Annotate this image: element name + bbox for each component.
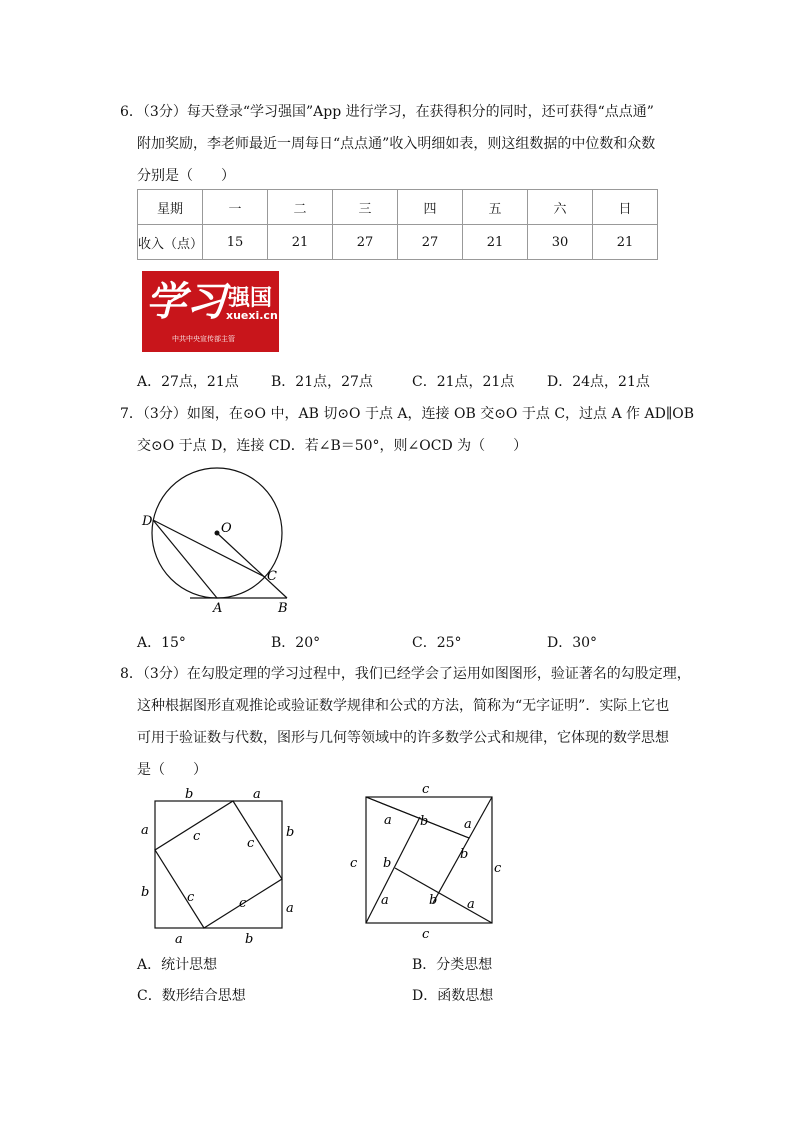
label-b: b: [141, 885, 150, 900]
table-cell: 21: [268, 225, 333, 260]
table-cell: 一: [203, 190, 268, 225]
table-row: [138, 190, 658, 225]
triangle-edge: [366, 817, 420, 923]
logo-url-text: xuexi.cn: [226, 309, 278, 322]
label-a: a: [464, 817, 472, 832]
line-cd: [153, 520, 265, 577]
option-a: A．统计思想: [137, 957, 218, 973]
xuexi-qiangguo-logo: [142, 271, 279, 352]
pythagoras-figure-left: [135, 785, 305, 950]
option-d: D．24点，21点: [547, 374, 650, 390]
label-b: b: [185, 787, 194, 802]
option-a: A．27点，21点: [137, 374, 239, 390]
label-b: b: [420, 814, 429, 829]
q6-stem-line3: 分别是（ ）: [137, 168, 235, 184]
label-b: b: [429, 893, 438, 908]
table-cell: 星期: [138, 190, 203, 225]
option-c: C．数形结合思想: [137, 988, 246, 1004]
center-point: [215, 531, 220, 536]
option-d: D．函数思想: [412, 988, 494, 1004]
q6-stem-line1: 6．（3分）每天登录“学习强国”App 进行学习，在获得积分的同时，还可获得“点点通”: [120, 104, 654, 120]
label-c: C: [267, 569, 277, 584]
label-a: a: [286, 901, 294, 916]
table-cell: 二: [268, 190, 333, 225]
q7-stem-line1: 7．（3分）如图，在⊙O 中，AB 切⊙O 于点 A，连接 OB 交⊙O 于点 C，过点 A 作 AD∥OB: [120, 406, 695, 422]
label-b: b: [286, 825, 295, 840]
label-a: a: [384, 813, 392, 828]
option-b: B．21点，27点: [271, 374, 373, 390]
label-a: a: [175, 932, 183, 947]
q8-stem-line4: 是（ ）: [137, 762, 207, 778]
q8-stem-line3: 可用于验证数与代数，图形与几何等领域中的许多数学公式和规律，它体现的数学思想: [137, 730, 669, 746]
label-c: c: [494, 861, 502, 876]
triangle-edge: [395, 868, 492, 923]
table-cell: 21: [593, 225, 658, 260]
table-cell: 六: [528, 190, 593, 225]
q8-stem-line1: 8．（3分）在勾股定理的学习过程中，我们已经学会了运用如图图形，验证著名的勾股定理，: [120, 666, 691, 682]
option-c: C．21点，21点: [412, 374, 515, 390]
label-c: c: [247, 836, 255, 851]
table-cell: 四: [398, 190, 463, 225]
table-cell: 五: [463, 190, 528, 225]
label-b: B: [278, 601, 288, 616]
q6-stem-line2: 附加奖励，李老师最近一周每日“点点通”收入明细如表，则这组数据的中位数和众数: [137, 136, 656, 152]
line-ad: [153, 520, 217, 598]
table-cell: 21: [463, 225, 528, 260]
table-row: [138, 225, 658, 260]
inner-square: [155, 801, 282, 928]
option-d: D．30°: [547, 635, 598, 651]
label-a: a: [381, 893, 389, 908]
table-cell: 27: [333, 225, 398, 260]
label-a: a: [253, 787, 261, 802]
option-b: B．分类思想: [412, 957, 493, 973]
circle-tangent-figure: [130, 460, 300, 620]
table-cell: 30: [528, 225, 593, 260]
label-a: a: [141, 823, 149, 838]
logo-sub-text: 中共中央宣传部主管: [172, 335, 235, 343]
label-c: c: [422, 782, 430, 797]
table-cell: 15: [203, 225, 268, 260]
label-c: c: [422, 927, 430, 942]
income-table: [137, 189, 658, 260]
table-cell: 日: [593, 190, 658, 225]
label-c: c: [193, 829, 201, 844]
logo-brand-text: 强国: [228, 285, 273, 311]
table-cell: 收入（点）: [138, 225, 203, 260]
option-b: B．20°: [271, 635, 321, 651]
pythagoras-figure-right: [340, 780, 510, 945]
label-b: b: [245, 932, 254, 947]
option-c: C．25°: [412, 635, 462, 651]
triangle-edge: [366, 797, 469, 838]
logo-main-text: 学习: [146, 278, 226, 325]
label-c: c: [239, 896, 247, 911]
table-cell: 27: [398, 225, 463, 260]
label-d: D: [142, 514, 153, 529]
label-a: A: [213, 601, 223, 616]
q8-stem-line2: 这种根据图形直观推论或验证数学规律和公式的方法，简称为“无字证明”．实际上它也: [137, 698, 670, 714]
label-a: a: [467, 897, 475, 912]
label-c: c: [350, 856, 358, 871]
outer-square: [155, 801, 282, 928]
label-o: O: [221, 521, 232, 536]
label-c: c: [187, 890, 195, 905]
option-a: A．15°: [137, 635, 186, 651]
table-cell: 三: [333, 190, 398, 225]
q7-stem-line2: 交⊙O 于点 D，连接 CD．若∠B＝50°，则∠OCD 为（ ）: [137, 438, 528, 454]
label-b: b: [460, 847, 469, 862]
label-b: b: [383, 856, 392, 871]
